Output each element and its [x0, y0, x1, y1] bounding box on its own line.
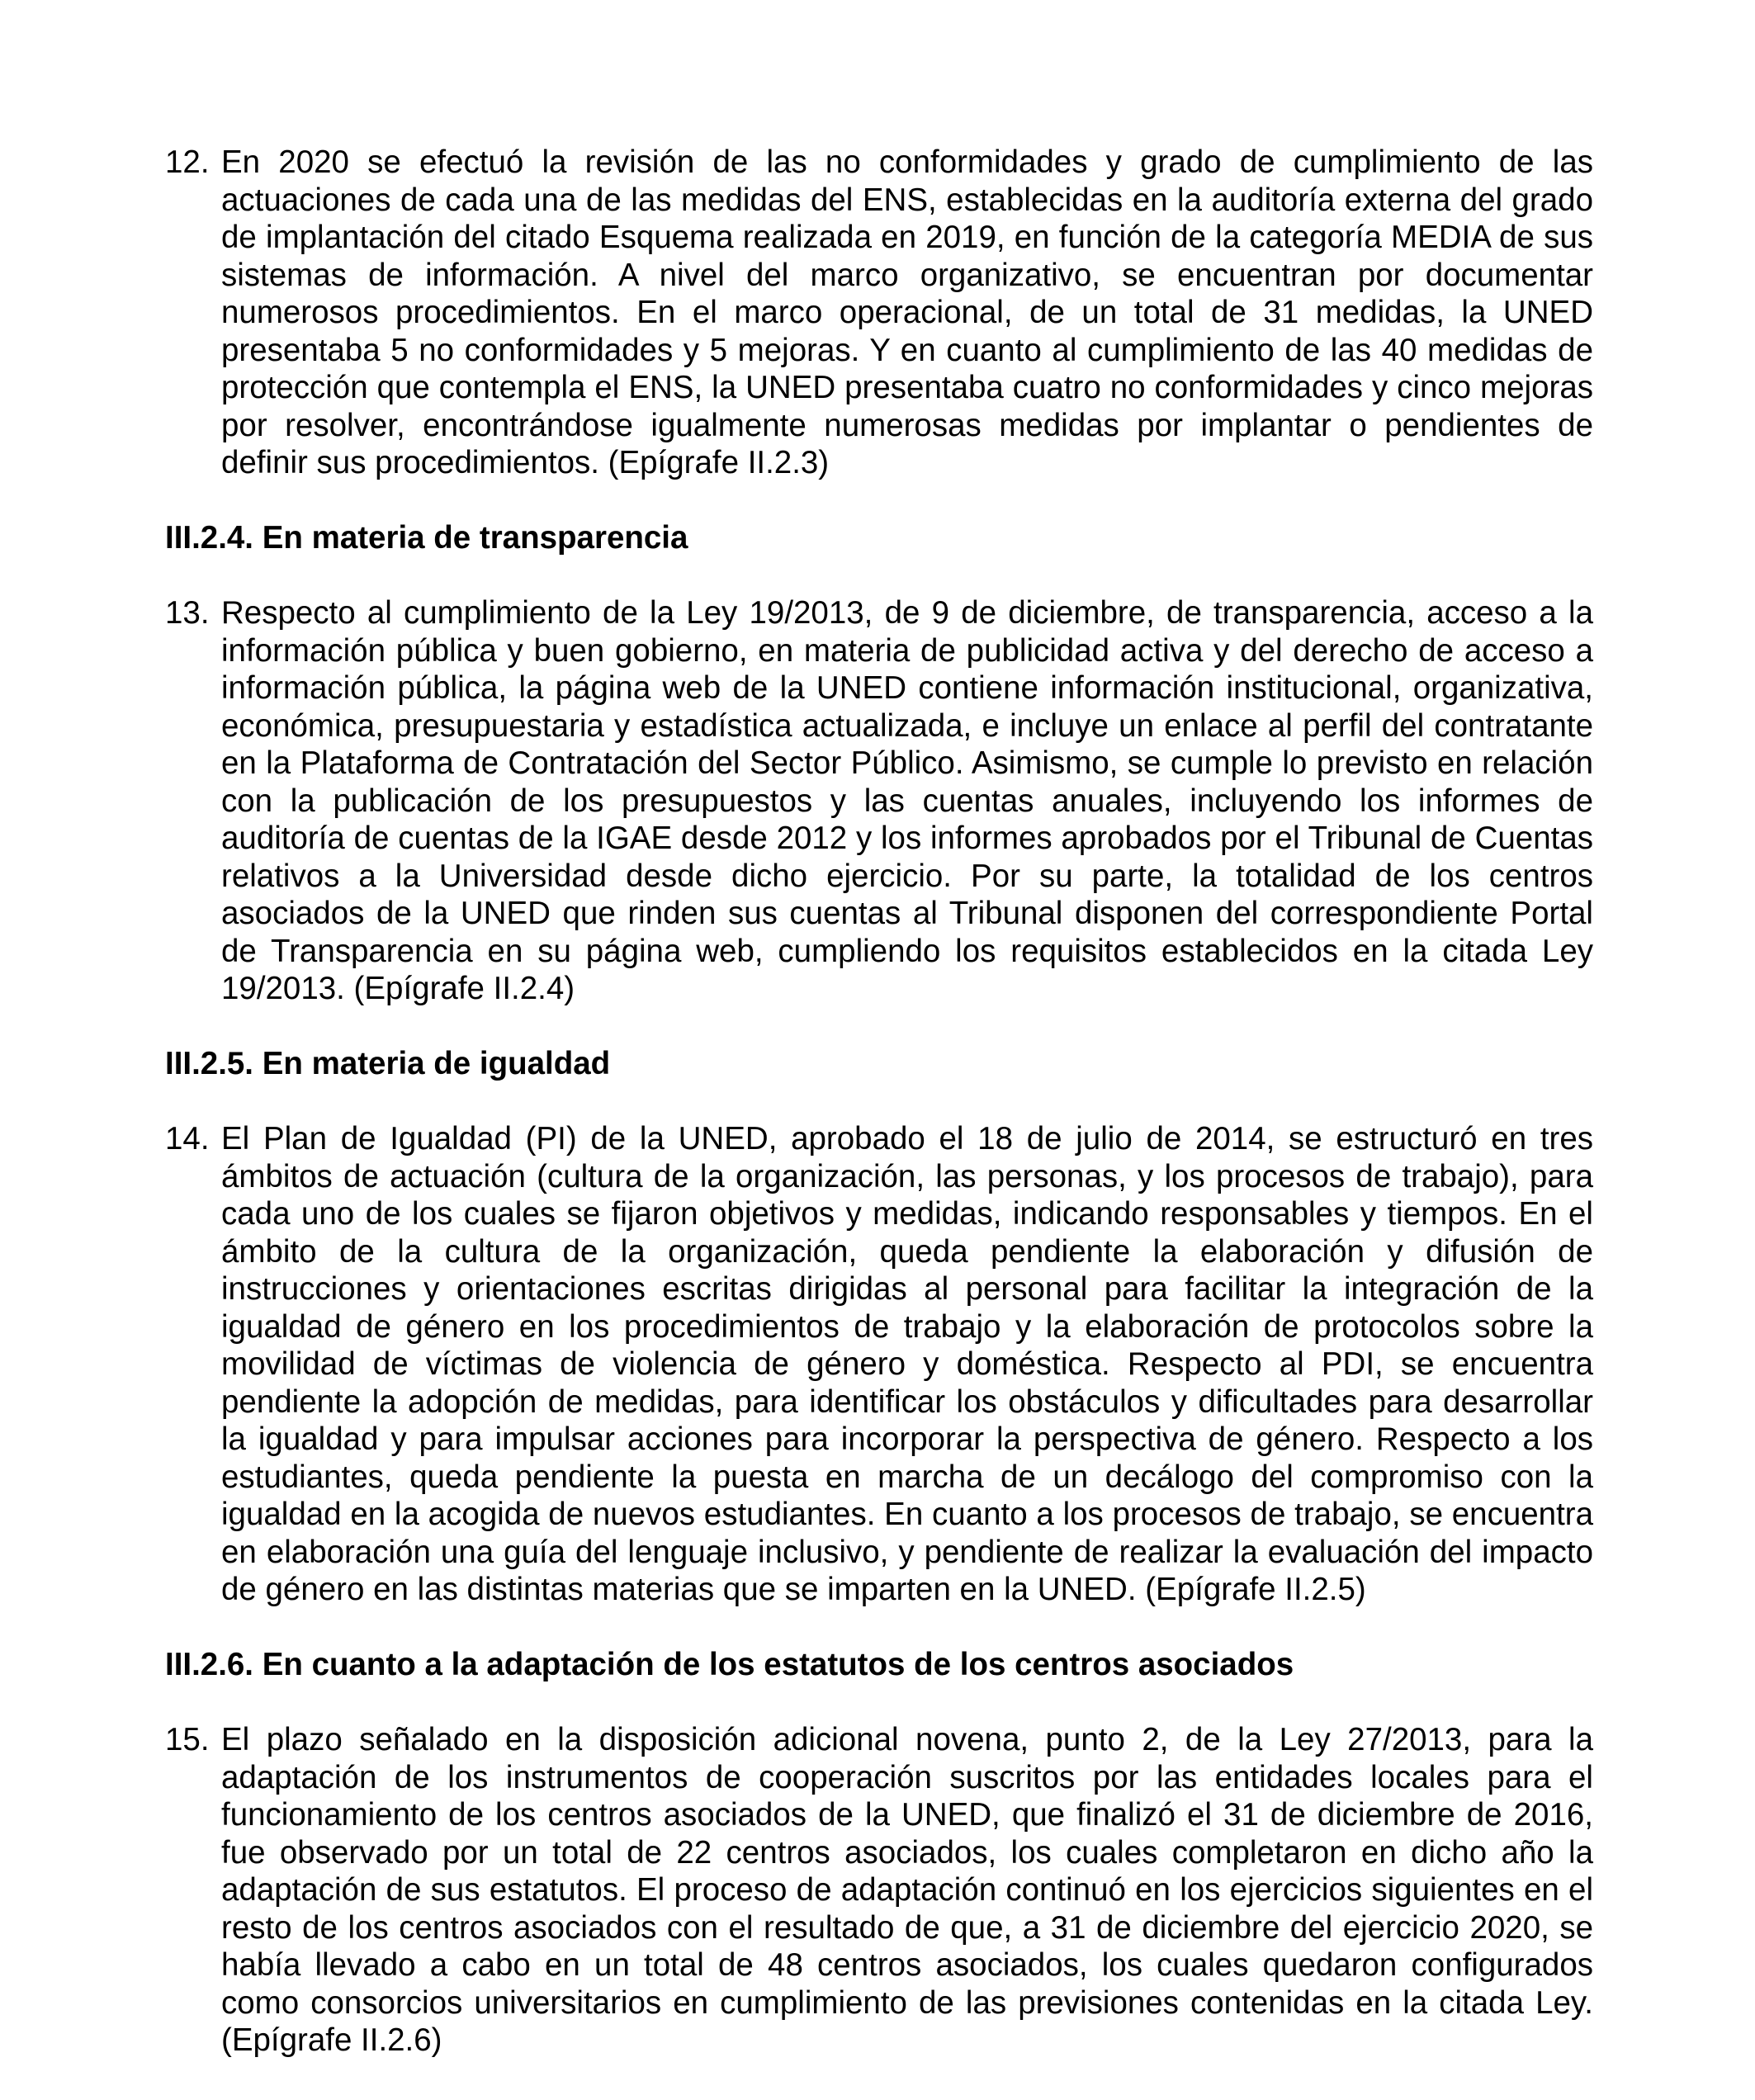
spacer: [165, 1082, 1593, 1120]
numbered-paragraph-12: [165, 144, 1593, 482]
numbered-paragraph-15: [165, 1721, 1593, 2060]
paragraph-text: El Plan de Igualdad (PI) de la UNED, aprobado el 18 de julio de 2014, se estructuró en tres ámbitos de actuación (cultura de la organización, las personas, y los procesos de trabajo), para cada uno de los cuales se fijaron objetivos y medidas, indicando responsables y tiempos. En el ámbito de la cultura de la organización, queda pendiente la elaboración y difusión de instrucciones y orientaciones escritas dirigidas al personal para facilitar la integración de la igualdad de género en los procedimientos de trabajo y la elaboración de protocolos sobre la movilidad de víctimas de violencia de género y doméstica. Respecto al PDI, se encuentra pendiente la adopción de medidas, para identificar los obstáculos y dificultades para desarrollar la igualdad y para impulsar acciones para incorporar la perspectiva de género. Respecto a los estudiantes, queda pendiente la puesta en marcha de un decálogo del compromiso con la igualdad en la acogida de nuevos estudiantes. En cuanto a los procesos de trabajo, se encuentra en elaboración una guía del lenguaje inclusivo, y pendiente de realizar la evaluación del impacto de género en las distintas materias que se imparten en la UNED. (Epígrafe II.2.5): [221, 1121, 1593, 1607]
paragraph-text: El plazo señalado en la disposición adicional novena, punto 2, de la Ley 27/2013, para la adaptación de los instrumentos de cooperación suscritos por las entidades locales para el funcionamiento de los centros asociados de la UNED, que finalizó el 31 de diciembre de 2016, fue observado por un total de 22 centros asociados, los cuales completaron en dicho año la adaptación de sus estatutos. El proceso de adaptación continuó en los ejercicios siguientes en el resto de los centros asociados con el resultado de que, a 31 de diciembre del ejercicio 2020, se había llevado a cabo en un total de 48 centros asociados, los cuales quedaron configurados como consorcios universitarios en cumplimiento de las previsiones contenidas en la citada Ley. (Epígrafe II.2.6): [221, 1722, 1593, 2058]
paragraph-number: 14.: [165, 1121, 210, 1156]
document-page: [165, 144, 1593, 2060]
spacer: [165, 1683, 1593, 1721]
numbered-paragraph-14: [165, 1120, 1593, 1609]
paragraph-number: 15.: [165, 1722, 210, 1757]
section-heading-centros-asociados: III.2.6. En cuanto a la adaptación de los estatutos de los centros asociados: [165, 1646, 1294, 1682]
section-heading-igualdad: III.2.5. En materia de igualdad: [165, 1045, 611, 1081]
spacer: [165, 1008, 1593, 1045]
paragraph-number: 12.: [165, 144, 210, 180]
paragraph-number: 13.: [165, 595, 210, 631]
numbered-paragraph-13: [165, 594, 1593, 1008]
spacer: [165, 556, 1593, 594]
paragraph-text: Respecto al cumplimiento de la Ley 19/2013, de 9 de diciembre, de transparencia, acceso a la información pública y buen gobierno, en materia de publicidad activa y del derecho de acceso a información pública, la página web de la UNED contiene información institucional, organizativa, económica, presupuestaria y estadística actualizada, e incluye un enlace al perfil del contratante en la Plataforma de Contratación del Sector Público. Asimismo, se cumple lo previsto en relación con la publicación de los presupuestos y las cuentas anuales, incluyendo los informes de auditoría de cuentas de la IGAE desde 2012 y los informes aprobados por el Tribunal de Cuentas relativos a la Universidad desde dicho ejercicio. Por su parte, la totalidad de los centros asociados de la UNED que rinden sus cuentas al Tribunal disponen del correspondiente Portal de Transparencia en su página web, cumpliendo los requisitos establecidos en la citada Ley 19/2013. (Epígrafe II.2.4): [221, 595, 1593, 1006]
section-heading-transparencia: III.2.4. En materia de transparencia: [165, 519, 688, 556]
spacer: [165, 1609, 1593, 1646]
paragraph-text: En 2020 se efectuó la revisión de las no conformidades y grado de cumplimiento de las actuaciones de cada una de las medidas del ENS, establecidas en la auditoría externa del grado de implantación del citado Esquema realizada en 2019, en función de la categoría MEDIA de sus sistemas de información. A nivel del marco organizativo, se encuentran por documentar numerosos procedimientos. En el marco operacional, de un total de 31 medidas, la UNED presentaba 5 no conformidades y 5 mejoras. Y en cuanto al cumplimiento de las 40 medidas de protección que contempla el ENS, la UNED presentaba cuatro no conformidades y cinco mejoras por resolver, encontrándose igualmente numerosas medidas por implantar o pendientes de definir sus procedimientos. (Epígrafe II.2.3): [221, 144, 1593, 480]
spacer: [165, 482, 1593, 519]
